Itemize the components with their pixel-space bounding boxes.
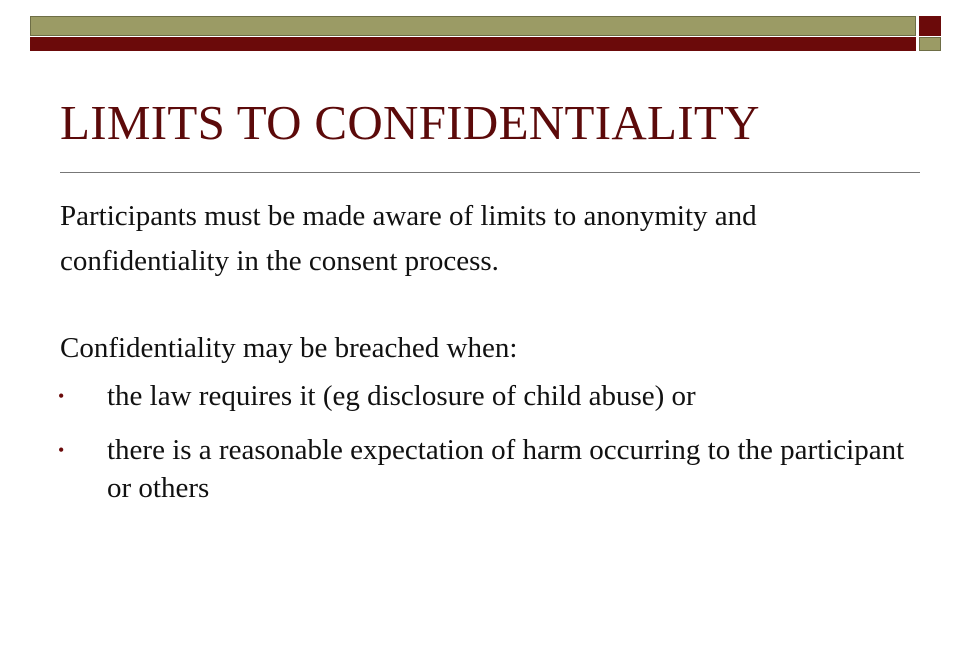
list-item (60, 431, 920, 507)
list-item-text: there is a reasonable expectation of harm occurring to the participant or others (107, 434, 905, 504)
header-band-olive (30, 16, 916, 36)
slide-body (60, 194, 920, 523)
header-band-red (30, 37, 916, 51)
intro-paragraph: Participants must be made aware of limits to anonymity and confidentiality in the consent process. (60, 200, 757, 277)
corner-square-olive (919, 37, 941, 51)
title-underline (60, 172, 920, 173)
slide-title: LIMITS TO CONFIDENTIALITY (60, 95, 760, 150)
bullet-dot-icon: • (58, 386, 65, 406)
breach-conditions-list (60, 377, 920, 507)
list-item (60, 377, 920, 415)
corner-square-red (919, 16, 941, 36)
list-item-text: the law requires it (eg disclosure of child abuse) or (107, 380, 696, 412)
breach-heading: Confidentiality may be breached when: (60, 332, 518, 364)
bullet-dot-icon: • (58, 440, 65, 460)
